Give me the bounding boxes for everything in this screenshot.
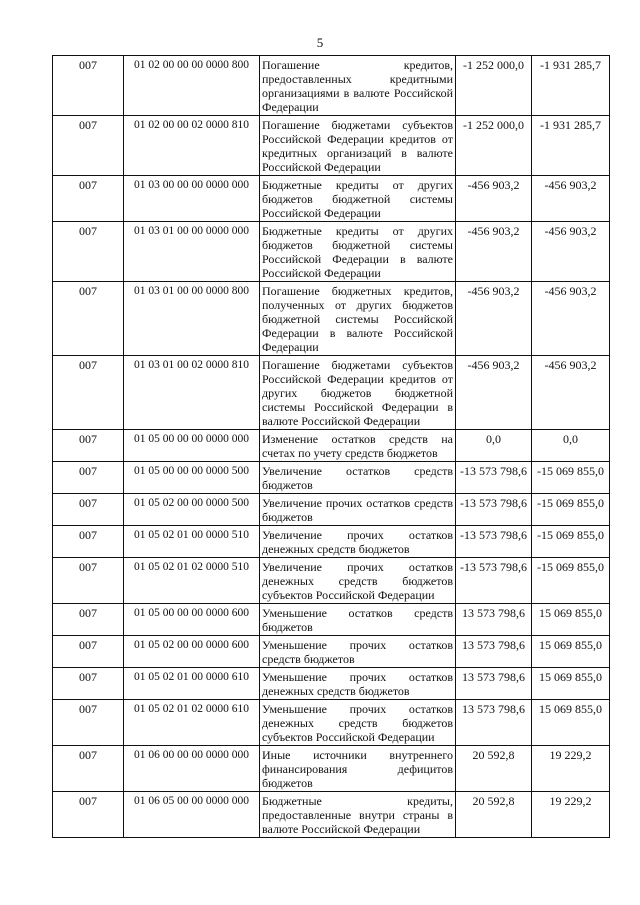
source-name-cell: Уменьшение прочих остатков денежных средств бюджетов субъектов Российской Федерации	[260, 700, 456, 746]
classification-code-cell: 01 06 00 00 00 0000 000	[124, 746, 260, 792]
amount-year-1-cell: -13 573 798,6	[456, 558, 532, 604]
amount-year-1-cell: -456 903,2	[456, 222, 532, 282]
amount-year-2-cell: 15 069 855,0	[532, 604, 610, 636]
source-name-cell: Увеличение прочих остатков средств бюджетов	[260, 494, 456, 526]
amount-year-1-cell: 20 592,8	[456, 792, 532, 838]
amount-year-2-cell: -15 069 855,0	[532, 494, 610, 526]
admin-code-cell: 007	[53, 222, 124, 282]
admin-code-cell: 007	[53, 636, 124, 668]
classification-code-cell: 01 06 05 00 00 0000 000	[124, 792, 260, 838]
amount-year-2-cell: 19 229,2	[532, 792, 610, 838]
classification-code-cell: 01 05 02 01 02 0000 610	[124, 700, 260, 746]
admin-code-cell: 007	[53, 604, 124, 636]
admin-code-cell: 007	[53, 700, 124, 746]
source-name-cell: Бюджетные кредиты от других бюджетов бюджетной системы Российской Федерации	[260, 176, 456, 222]
admin-code-cell: 007	[53, 56, 124, 116]
table-row	[53, 494, 610, 526]
source-name-cell: Иные источники внутреннего финансирования дефицитов бюджетов	[260, 746, 456, 792]
amount-year-1-cell: -456 903,2	[456, 282, 532, 356]
classification-code-cell: 01 05 02 01 02 0000 510	[124, 558, 260, 604]
page-number: 5	[316, 35, 324, 50]
admin-code-cell: 007	[53, 558, 124, 604]
classification-code-cell: 01 05 00 00 00 0000 000	[124, 430, 260, 462]
table-row	[53, 526, 610, 558]
source-name-cell: Погашение бюджетами субъектов Российской Федерации кредитов от кредитных организаций в валюте Российской Федерации	[260, 116, 456, 176]
amount-year-1-cell: 0,0	[456, 430, 532, 462]
admin-code-cell: 007	[53, 494, 124, 526]
admin-code-cell: 007	[53, 526, 124, 558]
amount-year-2-cell: -456 903,2	[532, 222, 610, 282]
classification-code-cell: 01 05 00 00 00 0000 500	[124, 462, 260, 494]
source-name-cell: Увеличение прочих остатков денежных средств бюджетов субъектов Российской Федерации	[260, 558, 456, 604]
amount-year-1-cell: 13 573 798,6	[456, 604, 532, 636]
admin-code-cell: 007	[53, 746, 124, 792]
classification-code-cell: 01 05 02 01 00 0000 610	[124, 668, 260, 700]
classification-code-cell: 01 02 00 00 00 0000 800	[124, 56, 260, 116]
table-row	[53, 792, 610, 838]
table-row	[53, 282, 610, 356]
amount-year-2-cell: -15 069 855,0	[532, 558, 610, 604]
classification-code-cell: 01 03 01 00 02 0000 810	[124, 356, 260, 430]
amount-year-2-cell: 15 069 855,0	[532, 636, 610, 668]
table-row	[53, 558, 610, 604]
table-row	[53, 430, 610, 462]
amount-year-1-cell: 13 573 798,6	[456, 636, 532, 668]
amount-year-2-cell: 0,0	[532, 430, 610, 462]
admin-code-cell: 007	[53, 430, 124, 462]
amount-year-2-cell: -456 903,2	[532, 176, 610, 222]
table-body	[53, 56, 610, 838]
amount-year-1-cell: 13 573 798,6	[456, 700, 532, 746]
amount-year-2-cell: -456 903,2	[532, 356, 610, 430]
amount-year-2-cell: -1 931 285,7	[532, 56, 610, 116]
amount-year-2-cell: 15 069 855,0	[532, 668, 610, 700]
classification-code-cell: 01 02 00 00 02 0000 810	[124, 116, 260, 176]
amount-year-1-cell: -13 573 798,6	[456, 526, 532, 558]
amount-year-1-cell: 13 573 798,6	[456, 668, 532, 700]
admin-code-cell: 007	[53, 356, 124, 430]
table-row	[53, 700, 610, 746]
budget-sources-table	[52, 55, 610, 838]
source-name-cell: Погашение кредитов, предоставленных кредитными организациями в валюте Российской Федерации	[260, 56, 456, 116]
classification-code-cell: 01 05 02 00 00 0000 600	[124, 636, 260, 668]
amount-year-2-cell: -15 069 855,0	[532, 526, 610, 558]
source-name-cell: Бюджетные кредиты от других бюджетов бюджетной системы Российской Федерации в валюте Российской Федерации	[260, 222, 456, 282]
admin-code-cell: 007	[53, 668, 124, 700]
admin-code-cell: 007	[53, 116, 124, 176]
table-row	[53, 746, 610, 792]
admin-code-cell: 007	[53, 462, 124, 494]
classification-code-cell: 01 05 02 01 00 0000 510	[124, 526, 260, 558]
classification-code-cell: 01 05 02 00 00 0000 500	[124, 494, 260, 526]
classification-code-cell: 01 03 00 00 00 0000 000	[124, 176, 260, 222]
table-row	[53, 176, 610, 222]
amount-year-1-cell: -13 573 798,6	[456, 462, 532, 494]
source-name-cell: Изменение остатков средств на счетах по учету средств бюджетов	[260, 430, 456, 462]
amount-year-1-cell: 20 592,8	[456, 746, 532, 792]
table-row	[53, 56, 610, 116]
source-name-cell: Погашение бюджетами субъектов Российской Федерации кредитов от других бюджетов бюджетной системы Российской Федерации в валюте Российской Федерации	[260, 356, 456, 430]
classification-code-cell: 01 03 01 00 00 0000 000	[124, 222, 260, 282]
table-row	[53, 356, 610, 430]
table-row	[53, 462, 610, 494]
amount-year-1-cell: -456 903,2	[456, 176, 532, 222]
classification-code-cell: 01 05 00 00 00 0000 600	[124, 604, 260, 636]
admin-code-cell: 007	[53, 792, 124, 838]
table-row	[53, 222, 610, 282]
admin-code-cell: 007	[53, 176, 124, 222]
admin-code-cell: 007	[53, 282, 124, 356]
table-row	[53, 668, 610, 700]
source-name-cell: Бюджетные кредиты, предоставленные внутри страны в валюте Российской Федерации	[260, 792, 456, 838]
source-name-cell: Уменьшение остатков средств бюджетов	[260, 604, 456, 636]
table-row	[53, 116, 610, 176]
amount-year-1-cell: -1 252 000,0	[456, 116, 532, 176]
source-name-cell: Увеличение остатков средств бюджетов	[260, 462, 456, 494]
amount-year-2-cell: 15 069 855,0	[532, 700, 610, 746]
source-name-cell: Погашение бюджетных кредитов, полученных от других бюджетов бюджетной системы Российской Федерации в валюте Российской Федерации	[260, 282, 456, 356]
source-name-cell: Уменьшение прочих остатков денежных средств бюджетов	[260, 668, 456, 700]
amount-year-2-cell: -1 931 285,7	[532, 116, 610, 176]
amount-year-1-cell: -13 573 798,6	[456, 494, 532, 526]
amount-year-2-cell: -456 903,2	[532, 282, 610, 356]
amount-year-1-cell: -1 252 000,0	[456, 56, 532, 116]
amount-year-1-cell: -456 903,2	[456, 356, 532, 430]
source-name-cell: Увеличение прочих остатков денежных средств бюджетов	[260, 526, 456, 558]
classification-code-cell: 01 03 01 00 00 0000 800	[124, 282, 260, 356]
source-name-cell: Уменьшение прочих остатков средств бюджетов	[260, 636, 456, 668]
table-row	[53, 636, 610, 668]
table-row	[53, 604, 610, 636]
amount-year-2-cell: -15 069 855,0	[532, 462, 610, 494]
amount-year-2-cell: 19 229,2	[532, 746, 610, 792]
